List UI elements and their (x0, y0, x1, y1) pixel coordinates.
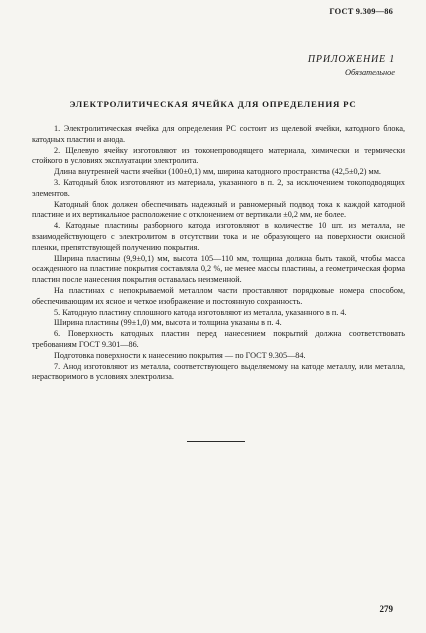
paragraph: 3. Катодный блок изготовляют из материала, указанного в п. 2, за исключением токоподводящих элементов. (32, 177, 405, 198)
appendix-title: ПРИЛОЖЕНИЕ 1 (307, 54, 395, 65)
paragraph: 1. Электролитическая ячейка для определения РС состоит из щелевой ячейки, катодного блока, катодных пластин и анода. (32, 124, 405, 144)
paragraph: 7. Анод изготовляют из металла, соответствующего выделяемому на катоде металлу, или металла, нерастворимого в условиях электролиза. (32, 361, 405, 382)
body-text (32, 124, 405, 383)
appendix-status: Обязательное (344, 68, 395, 77)
paragraph: 5. Катодную пластину сплошного катода изготовляют из металла, указанного в п. 4. (54, 307, 347, 317)
appendix-label (308, 53, 395, 79)
paragraph: 2. Щелевую ячейку изготовляют из токонепроводящего материала, химически и термически стойкого в условиях эксплуатации электролита. (32, 145, 405, 166)
paragraph: 6. Поверхность катодных пластин перед нанесением покрытий должна соответствовать требованиям ГОСТ 9.301—86. (32, 329, 405, 349)
page-title: ЭЛЕКТРОЛИТИЧЕСКАЯ ЯЧЕЙКА ДЛЯ ОПРЕДЕЛЕНИЯ РС (69, 99, 357, 109)
paragraph: Длина внутренней части ячейки (100±0,1) мм, ширина катодного пространства (42,5±0,2) мм. (54, 167, 381, 177)
paragraph: Подготовка поверхности к нанесению покрытия — по ГОСТ 9.305—84. (54, 350, 306, 360)
paragraph: Ширина пластины (9,9±0,1) мм, высота 105—110 мм, толщина должна быть такой, чтобы масса осажденного на пластине покрытия составляла 0,2 %, не менее массы пластины, а геометрическая форма пластин после нанесения покрытия оставалась неизменной. (32, 253, 405, 285)
paragraph: Катодный блок должен обеспечивать надежный и равномерный подвод тока к каждой катодной пластине и их вертикальное расположение с отклонением от вертикали ±0,2 мм, не более. (32, 199, 405, 220)
page-number: 279 (379, 604, 393, 614)
paragraph: 4. Катодные пластины разборного катода изготовляют в количестве 10 шт. из металла, не взаимодействующего с электролитом в отсутствии тока и не образующего на поверхности окисной пленки, препятствующей получению покрытия. (32, 221, 405, 252)
paragraph: На пластинах с непокрываемой металлом части проставляют порядковые номера способом, обеспечивающим их ясное и четкое изображение и постоянную сохранность. (32, 285, 405, 306)
paragraph: Ширина пластины (99±1,0) мм, высота и толщина указаны в п. 4. (54, 318, 282, 328)
document-code-header: ГОСТ 9.309—86 (329, 7, 393, 16)
section-divider (187, 441, 245, 442)
